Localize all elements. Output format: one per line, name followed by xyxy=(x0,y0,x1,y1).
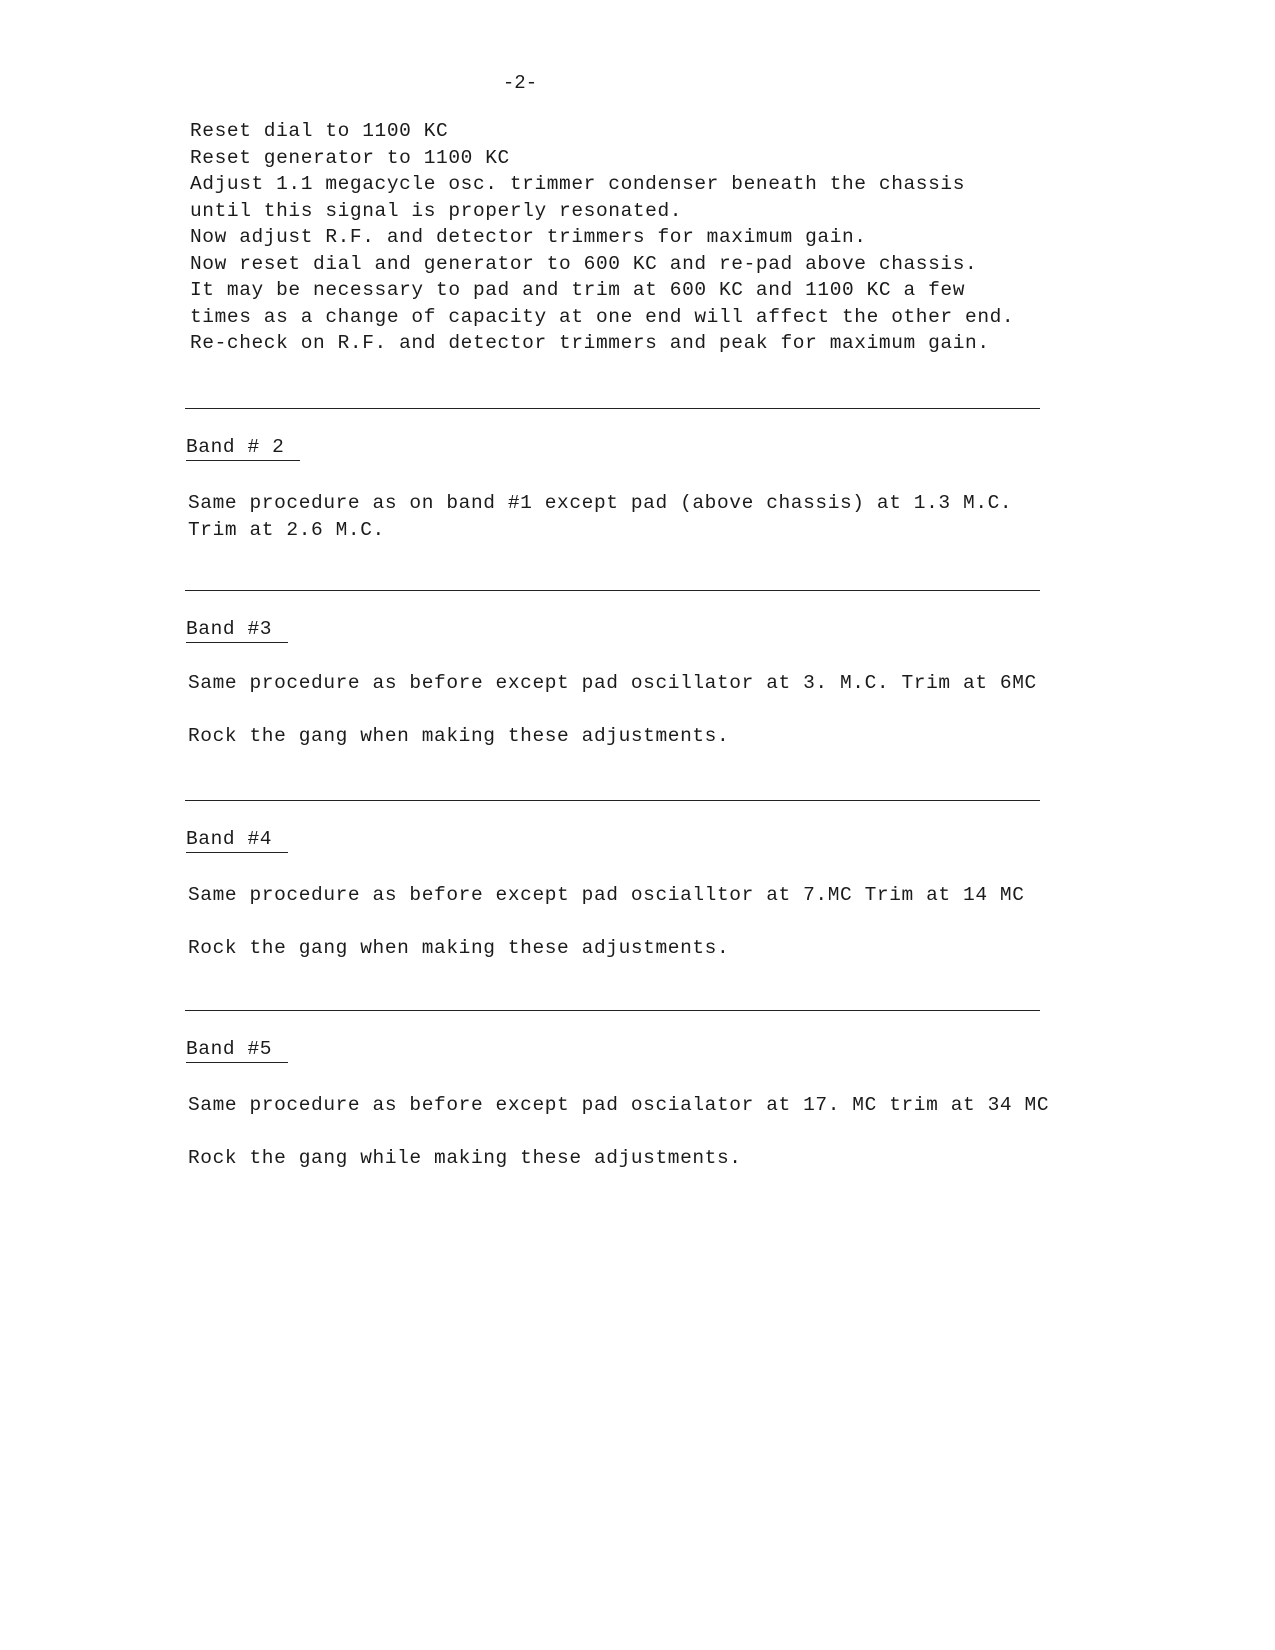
page-number: -2- xyxy=(502,72,538,94)
band-3-heading: Band #3 xyxy=(186,618,288,643)
section-divider xyxy=(185,1010,1040,1011)
intro-line: Now reset dial and generator to 600 KC and re-pad above chassis. xyxy=(190,252,978,275)
instruction-line: Rock the gang while making these adjustments. xyxy=(188,1147,742,1169)
band-2-heading: Band # 2 xyxy=(186,436,300,461)
band-4-instructions xyxy=(188,882,1088,962)
instruction-line: Trim at 2.6 M.C. xyxy=(188,518,385,541)
section-divider xyxy=(185,590,1040,591)
intro-line: times as a change of capacity at one end will affect the other end. xyxy=(190,305,1015,328)
band-4-heading: Band #4 xyxy=(186,828,288,853)
intro-line: Re-check on R.F. and detector trimmers and peak for maximum gain. xyxy=(190,332,990,354)
intro-line: Adjust 1.1 megacycle osc. trimmer condenser beneath the chassis xyxy=(190,173,966,195)
intro-line: Reset dial to 1100 KC xyxy=(190,120,449,142)
intro-paragraph xyxy=(190,118,1090,357)
band-5-instructions xyxy=(188,1092,1088,1172)
band-5-heading: Band #5 xyxy=(186,1038,288,1063)
instruction-line: Same procedure as before except pad oscillator at 3. M.C. Trim at 6MC xyxy=(188,672,1037,694)
section-divider xyxy=(185,800,1040,801)
instruction-line xyxy=(188,909,1088,936)
instruction-line: Same procedure as before except pad oscialltor at 7.MC Trim at 14 MC xyxy=(188,884,1025,906)
instruction-line xyxy=(188,697,1088,724)
instruction-line: Rock the gang when making these adjustments. xyxy=(188,937,730,959)
band-3-instructions xyxy=(188,670,1088,750)
instruction-line: Rock the gang when making these adjustments. xyxy=(188,725,730,747)
section-divider xyxy=(185,408,1040,409)
instruction-line: Same procedure as on band #1 except pad (above chassis) at 1.3 M.C. xyxy=(188,492,1013,514)
band-2-instructions xyxy=(188,490,1088,543)
instruction-line xyxy=(188,1119,1088,1146)
intro-line: Now adjust R.F. and detector trimmers for maximum gain. xyxy=(190,226,867,248)
intro-line: until this signal is properly resonated. xyxy=(190,199,683,222)
intro-line: Reset generator to 1100 KC xyxy=(190,146,510,169)
instruction-line: Same procedure as before except pad oscialator at 17. MC trim at 34 MC xyxy=(188,1094,1050,1116)
intro-line: It may be necessary to pad and trim at 600 KC and 1100 KC a few xyxy=(190,279,966,301)
